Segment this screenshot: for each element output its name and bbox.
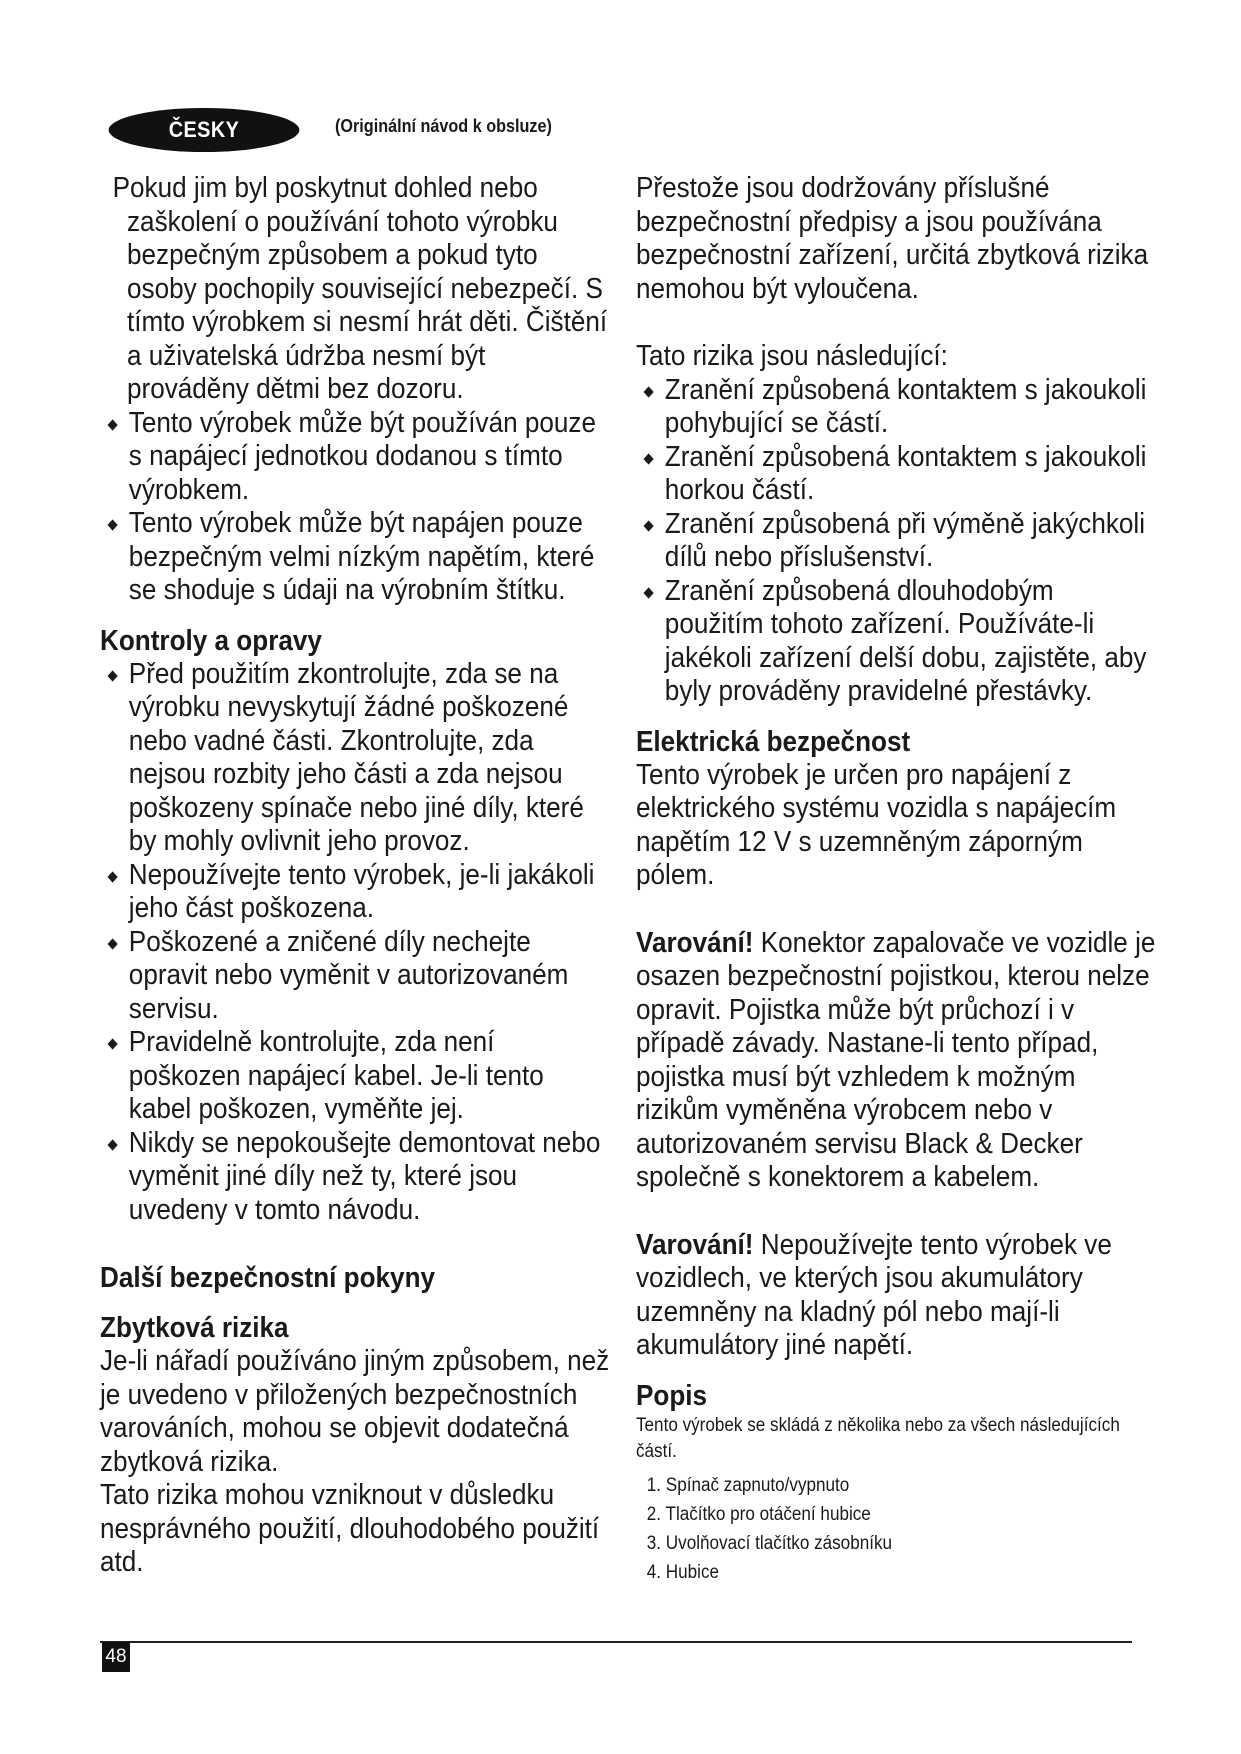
manual-subtitle: (Originální návod k obsluze)	[335, 116, 552, 136]
list-item: 3. Uvolňovací tlačítko zásobníku	[646, 1532, 893, 1554]
list-item: Zranění způsobená kontaktem s jakoukoli pohybující se částí.	[636, 374, 1155, 441]
list-item: Zranění způsobená kontaktem s jakoukoli horkou částí.	[636, 441, 1155, 508]
bullet-icon	[644, 587, 654, 598]
heading-description: Popis	[636, 1379, 708, 1412]
right-intro-paragraph: Přestože jsou dodržovány příslušné bezpečnostní předpisy a jsou používána bezpečnostní zařízení, určitá zbytková rizika nemohou být vyloučena.	[636, 172, 1149, 305]
bullet-icon	[108, 419, 118, 430]
heading-more-safety: Další bezpečnostní pokyny	[100, 1262, 436, 1294]
bullet-icon	[108, 1139, 118, 1150]
bullet-icon	[108, 1038, 118, 1049]
parts-list	[636, 1471, 1155, 1587]
intro-paragraph: Pokud jim byl poskytnut dohled nebo zaškolení o používání tohoto výrobku bezpečným způsobem a pokud tyto osoby pochopily související nebezpečí. S tímto výrobkem si nesmí hrát děti. Čištění a uživatelská údržba nesmí být prováděny dětmi bez dozoru.	[112, 172, 608, 405]
list-item: Před použitím zkontrolujte, zda se na výrobku nevyskytují žádné poškozené nebo vadné části. Zkontrolujte, zda nejsou rozbity jeho části a zda nejsou poškozeny spínače nebo jiné díly, které by mohly ovlivnit jeho provoz.	[100, 658, 609, 859]
bullet-icon	[108, 670, 118, 681]
risks-lead: Tato rizika jsou následující:	[636, 340, 948, 372]
power-bullets	[100, 407, 609, 608]
residual-paragraph-2: Tato rizika mohou vzniknout v důsledku nesprávného použití, dlouhodobého použití atd.	[100, 1479, 600, 1578]
left-column	[100, 172, 610, 1580]
list-item: Zranění způsobená při výměně jakýchkoli dílů nebo příslušenství.	[636, 508, 1155, 575]
list-item: 2. Tlačítko pro otáčení hubice	[646, 1503, 871, 1525]
bullet-icon	[644, 386, 654, 397]
list-item: Nepoužívejte tento výrobek, je-li jakákoli jeho část poškozena.	[100, 859, 609, 926]
checks-bullets	[100, 658, 609, 1228]
residual-paragraph-1: Je-li nářadí používáno jiným způsobem, než je uvedeno v přiložených bezpečnostních varováních, mohou se objevit dodatečná zbytková rizika.	[100, 1345, 610, 1478]
language-badge: ČESKY	[109, 108, 300, 152]
heading-residual-risks: Zbytková rizika	[100, 1312, 289, 1344]
risks-bullets	[636, 374, 1155, 709]
bullet-icon	[644, 453, 654, 464]
list-item: Tento výrobek může být používán pouze s napájecí jednotkou dodanou s tímto výrobkem.	[100, 407, 609, 508]
page-number: 48	[102, 1642, 130, 1672]
warning-paragraph-1: Varování! Konektor zapalovače ve vozidle je osazen bezpečnostní pojistkou, kterou nelze opravit. Pojistka může být průchozí i v případě závady. Nastane-li tento případ, pojistka musí být vzhledem k možným rizikům vyměněna výrobcem nebo v autorizovaném servisu Black & Decker společně s konektorem a kabelem.	[636, 926, 1156, 1193]
heading-electrical-safety: Elektrická bezpečnost	[636, 725, 911, 758]
electrical-paragraph: Tento výrobek je určen pro napájení z elektrického systému vozidla s napájecím napětím 12 V s uzemněným záporným pólem.	[636, 758, 1117, 891]
list-item: Nikdy se nepokoušejte demontovat nebo vyměnit jiné díly než ty, které jsou uvedeny v tomto návodu.	[100, 1127, 609, 1228]
right-column	[636, 172, 1156, 1587]
footer-divider	[100, 1641, 1132, 1643]
list-item: Pravidelně kontrolujte, zda není poškozen napájecí kabel. Je-li tento kabel poškozen, vyměňte jej.	[100, 1026, 609, 1127]
bullet-icon	[644, 520, 654, 531]
warning-paragraph-2: Varování! Nepoužívejte tento výrobek ve vozidlech, ve kterých jsou akumulátory uzemněny na kladný pól nebo mají-li akumulátory jiné napětí.	[636, 1228, 1112, 1361]
list-item: Zranění způsobená dlouhodobým použitím tohoto zařízení. Používáte-li jakékoli zařízení delší dobu, zajistěte, aby byly prováděny pravidelné přestávky.	[636, 575, 1155, 709]
list-item: 1. Spínač zapnuto/vypnuto	[646, 1474, 850, 1496]
heading-checks: Kontroly a opravy	[100, 624, 322, 657]
warning-label: Varování!	[636, 926, 754, 959]
list-item: 4. Hubice	[646, 1561, 720, 1583]
bullet-icon	[108, 871, 118, 882]
list-item: Tento výrobek může být napájen pouze bezpečným velmi nízkým napětím, které se shoduje s údaji na výrobním štítku.	[100, 507, 609, 608]
bullet-icon	[108, 519, 118, 530]
bullet-icon	[108, 938, 118, 949]
list-item: Poškozené a zničené díly nechejte opravit nebo vyměnit v autorizovaném servisu.	[100, 926, 609, 1027]
description-paragraph: Tento výrobek se skládá z několika nebo za všech následujících částí.	[636, 1414, 1120, 1462]
warning-label: Varování!	[636, 1228, 754, 1261]
